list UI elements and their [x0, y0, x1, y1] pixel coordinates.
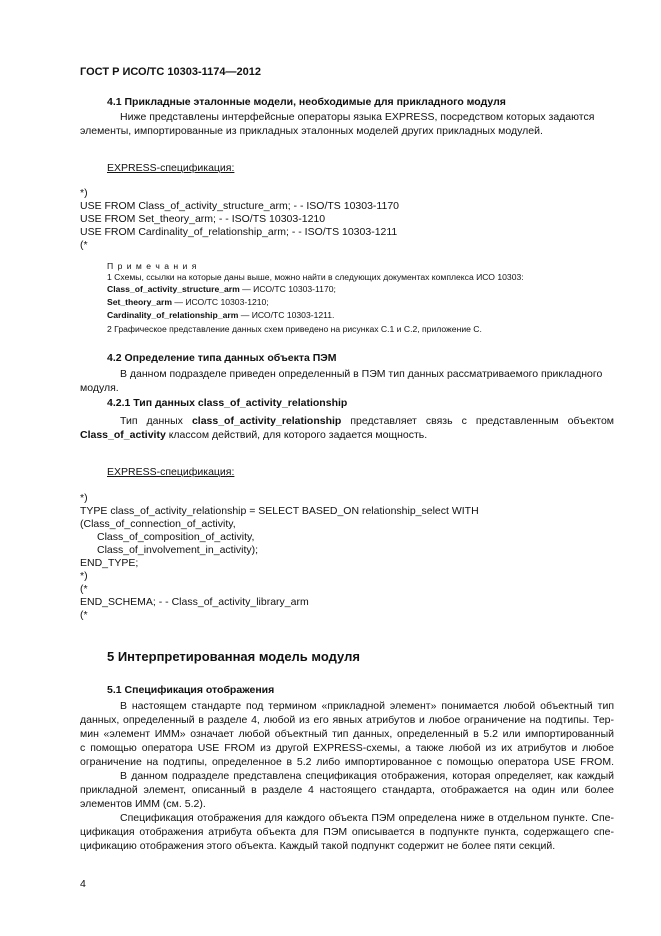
s51-para-line: В настоящем стандарте под термином «прикладной элемент» понимается любой объектный тип [120, 700, 614, 712]
s41-para-line: Ниже представлены интерфейсные операторы языка EXPRESS, посредством которых задаются [120, 111, 595, 123]
text-run: классом действий, для которого задается мощность. [165, 429, 428, 441]
s421-para-line [120, 415, 614, 427]
note-ref [107, 310, 334, 320]
code-line: END_SCHEMA; - - Class_of_activity_library_arm [80, 596, 309, 608]
section-4-2-heading: 4.2 Определение типа данных объекта ПЭМ [107, 352, 337, 364]
entity-name: Class_of_activity [80, 429, 166, 441]
section-4-1-heading: 4.1 Прикладные эталонные модели, необходимые для прикладного модуля [107, 96, 506, 108]
s51-para-line: прикладной элемент, описанный в разделе 4 настоящего стандарта, отображается на один или более [80, 784, 614, 796]
code-line: *) [80, 492, 88, 504]
s51-para-line: ограничение на подтипы, определенное в 5.2 либо импортированное с помощью оператора USE FROM. [80, 756, 614, 768]
code-line: *) [80, 187, 88, 199]
code-line: END_TYPE; [80, 557, 139, 569]
s51-para-line: элементов ИММ (см. 5.2). [80, 798, 206, 810]
page-number: 4 [80, 878, 86, 890]
note-1: 1 Схемы, ссылки на которые даны выше, можно найти в следующих документах комплекса ИСО 10303: [107, 272, 524, 282]
s41-para-line: элементы, импортированные из прикладных эталонных моделей других прикладных модулей. [80, 125, 543, 137]
s42-para-line: модуля. [80, 382, 119, 394]
note-ref-name: Cardinality_of_relationship_arm [107, 310, 239, 320]
section-5-heading: 5 Интерпретированная модель модуля [107, 649, 360, 664]
code-line: Class_of_involvement_in_activity); [97, 544, 259, 556]
s51-para-line: мин «элемент ИММ» означает любой объектный тип данных, определенный в 5.2 или импортированный [80, 728, 614, 740]
document-header: ГОСТ Р ИСО/ТС 10303-1174—2012 [80, 66, 261, 78]
section-4-2-1-heading: 4.2.1 Тип данных class_of_activity_relationship [107, 397, 348, 409]
code-line: USE FROM Set_theory_arm; - - ISO/TS 10303-1210 [80, 213, 326, 225]
s51-para-line: данных, определенный в разделе 4, любой из его явных атрибутов и любое ограничение на подтипы. Тер- [80, 714, 614, 726]
note-ref [107, 297, 269, 307]
note-ref [107, 284, 336, 294]
text-run: Тип данных [120, 415, 192, 427]
code-line: (Class_of_connection_of_activity, [80, 518, 236, 530]
express-spec-label: EXPRESS-спецификация: [107, 162, 235, 174]
note-2: 2 Графическое представление данных схем приведено на рисунках С.1 и С.2, приложение С. [107, 324, 482, 334]
code-line: USE FROM Class_of_activity_structure_arm; - - ISO/TS 10303-1170 [80, 200, 399, 212]
notes-title: П р и м е ч а н и я [107, 261, 198, 271]
s51-para-line: с помощью оператора USE FROM из другой EXPRESS-схемы, а также любой из их атрибутов и любое [80, 742, 614, 754]
section-5-1-heading: 5.1 Спецификация отображения [107, 684, 275, 696]
code-line: (* [80, 583, 88, 595]
note-ref-doc: — ИСО/ТС 10303-1170; [239, 284, 336, 294]
note-ref-name: Class_of_activity_structure_arm [107, 284, 240, 294]
s421-para-line [80, 429, 427, 441]
s51-para-line: Спецификация отображения для каждого объекта ПЭМ определена ниже в отдельном пункте. Спе- [120, 812, 614, 824]
s51-para-line: В данном подразделе представлена спецификация отображения, которая определяет, как каждый [120, 770, 614, 782]
express-spec-label: EXPRESS-спецификация: [107, 466, 235, 478]
type-name: class_of_activity_relationship [191, 415, 342, 427]
s51-para-line: цификацию отображения этого объекта. Каждый такой подпункт содержит не более пяти секций. [80, 840, 556, 852]
s42-para-line: В данном подразделе приведен определенный в ПЭМ тип данных рассматриваемого прикладного [120, 368, 603, 380]
note-ref-doc: — ИСО/ТС 10303-1210; [171, 297, 269, 307]
code-line: (* [80, 239, 88, 251]
code-line: Class_of_composition_of_activity, [97, 531, 255, 543]
s51-para-line: цификация отображения атрибута объекта для ПЭМ описывается в подпункте пункта, содержащего спе- [80, 826, 614, 838]
code-line: (* [80, 609, 88, 621]
code-line: TYPE class_of_activity_relationship = SELECT BASED_ON relationship_select WITH [80, 505, 479, 517]
text-run: представляет связь с представленным объектом [341, 415, 614, 427]
code-line: *) [80, 570, 88, 582]
code-line: USE FROM Cardinality_of_relationship_arm; - - ISO/TS 10303-1211 [80, 226, 398, 238]
note-ref-doc: — ИСО/ТС 10303-1211. [238, 310, 335, 320]
note-ref-name: Set_theory_arm [107, 297, 172, 307]
